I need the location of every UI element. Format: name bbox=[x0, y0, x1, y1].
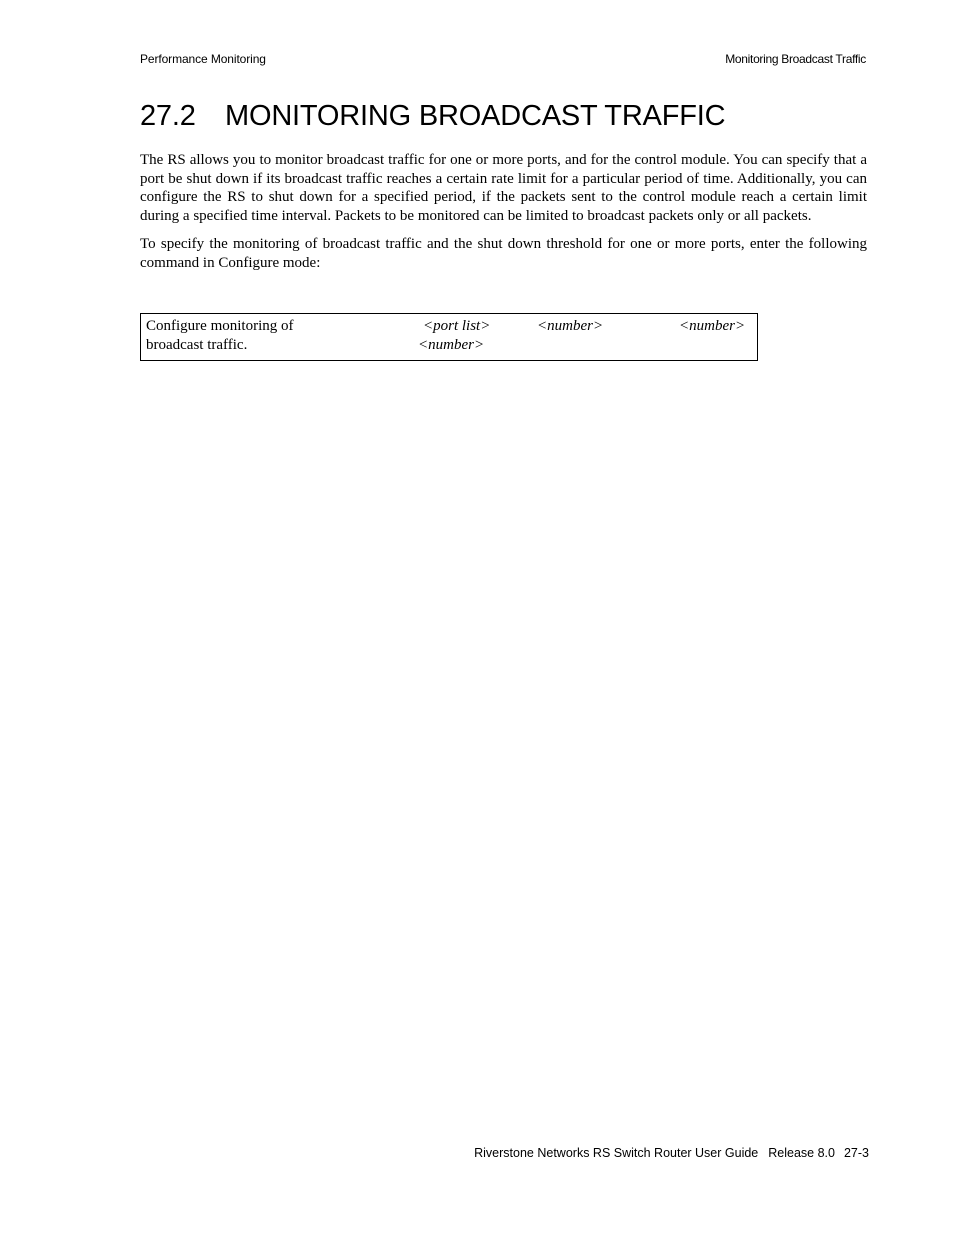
command-arg-number: <number> bbox=[679, 318, 746, 334]
running-header-chapter: Performance Monitoring bbox=[140, 52, 266, 66]
instruction-paragraph: To specify the monitoring of broadcast traffic and the shut down threshold for one or more ports, enter the following command in Configure mode: bbox=[140, 236, 867, 271]
command-description-line1: Configure monitoring of bbox=[146, 318, 294, 334]
intro-paragraph: The RS allows you to monitor broadcast traffic for one or more ports, and for the control module. You can specify that a port be shut down if its broadcast traffic reaches a certain rate limit for a particular period of time. Additionally, you can configure the RS to shut down for a specified period, if the packets sent to the control module reach a certain limit during a specified time interval. Packets to be monitored can be limited to broadcast packets only or all packets. bbox=[140, 152, 867, 224]
section-number: 27.2 bbox=[140, 100, 196, 132]
command-description-line2: broadcast traffic. bbox=[146, 337, 248, 353]
page-footer bbox=[474, 1146, 869, 1160]
running-header-section: Monitoring Broadcast Traffic bbox=[725, 52, 866, 66]
footer-page-number: 27-3 bbox=[843, 1146, 869, 1160]
command-description bbox=[146, 317, 386, 355]
section-title: MONITORING BROADCAST TRAFFIC bbox=[225, 100, 726, 132]
section-heading bbox=[140, 100, 725, 133]
command-table bbox=[140, 313, 758, 361]
footer-guide-title: Riverstone Networks RS Switch Router User Guide bbox=[474, 1146, 759, 1160]
command-arg-port-list: <port list> bbox=[423, 318, 491, 334]
command-arg-number: <number> bbox=[537, 318, 604, 334]
command-arg-number: <number> bbox=[418, 337, 485, 353]
footer-release: Release 8.0 bbox=[768, 1146, 835, 1160]
